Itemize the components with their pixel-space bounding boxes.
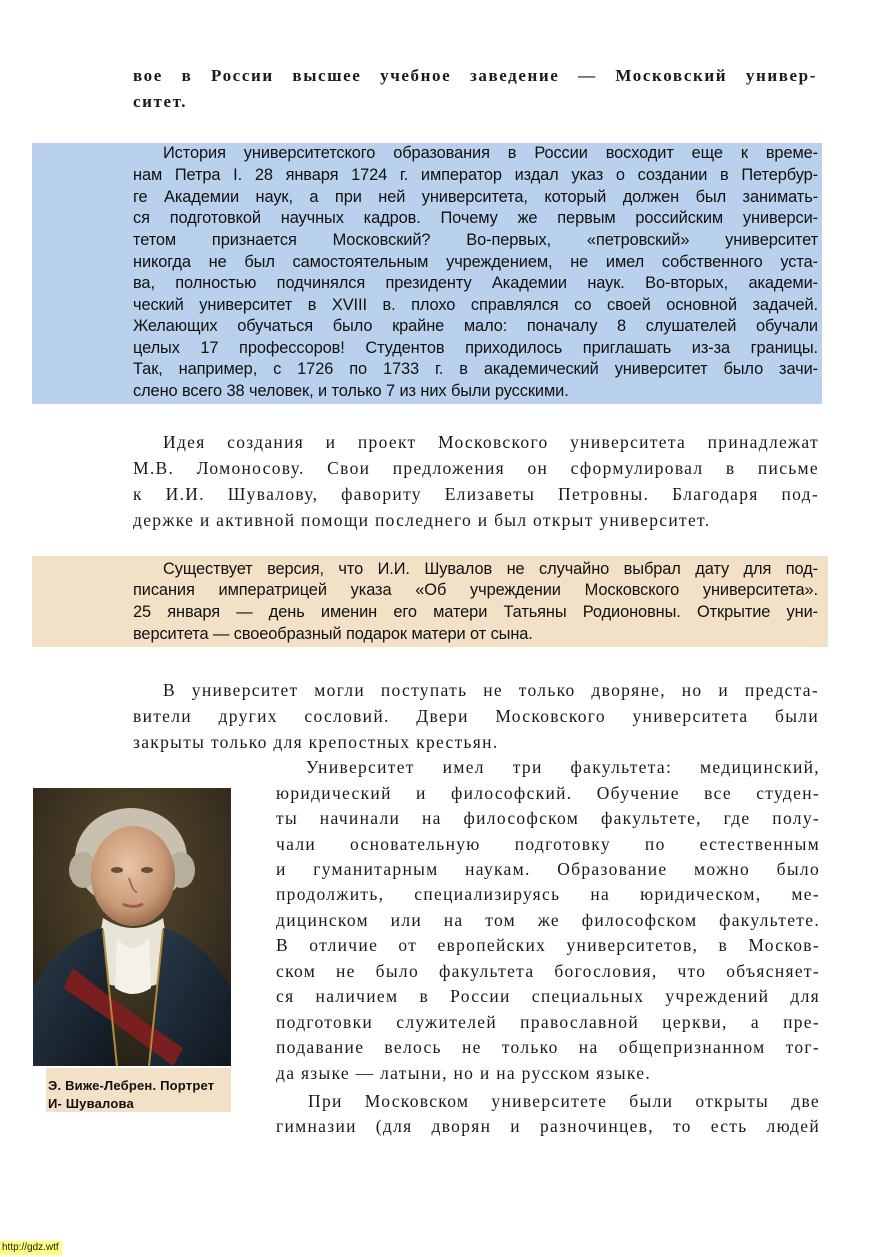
paragraph-line: ты начинали на философском факультете, где полу- [276, 808, 820, 828]
box-line: ся подготовкой научных кадров. Почему же первым российским универси- [133, 209, 818, 227]
intro-line: ситет. [133, 92, 188, 111]
box-line: верситета — своеобразный подарок матери от сына. [133, 625, 533, 643]
box-line: тетом признается Московский? Во-первых, «петровский» университет [133, 231, 818, 249]
box-line: Так, например, с 1726 по 1733 г. в академический университет было зачи- [133, 360, 818, 378]
box-line: целых 17 профессоров! Студентов приходилось приглашать из-за границы. [133, 339, 818, 357]
paragraph-line: закрыты только для крепостных крестьян. [133, 732, 499, 752]
box-line: писания императрицей указа «Об учреждении Московского университета». [133, 581, 818, 599]
paragraph-line: Идея создания и проект Московского университета принадлежат [163, 432, 819, 452]
paragraph-line: дицинском или на том же философском факультете. [276, 910, 820, 930]
paragraph-line: да языке — латыни, но и на русском языке. [276, 1063, 652, 1083]
shuvalov-portrait-image [33, 788, 231, 1066]
paragraph-line: гимназии (для дворян и разночинцев, то есть людей [276, 1116, 820, 1136]
paragraph-line: М.В. Ломоносову. Свои предложения он сформулировал в письме [133, 458, 819, 478]
box-line: История университетского образования в России восходит еще к времe- [163, 144, 818, 162]
caption-line: И- Шувалова [48, 1096, 134, 1111]
box-line: ге Академии наук, а при ней университета, который должен был занимать- [133, 188, 818, 206]
paragraph-line: подавание велось не только на общепризнанном тог- [276, 1037, 820, 1057]
source-link[interactable]: http://gdz.wtf [0, 1241, 62, 1255]
box-line: нам Петра I. 28 января 1724 г. император издал указ о создании в Петербур- [133, 166, 818, 184]
paragraph-line: к И.И. Шувалову, фавориту Елизаветы Петровны. Благодаря под- [133, 484, 819, 504]
paragraph-line: В университет могли поступать не только дворяне, но и предста- [163, 680, 819, 700]
box-line: Желающих обучаться было крайне мало: поначалу 8 слушателей обучали [133, 317, 818, 335]
paragraph-line: ся наличием в России специальных учреждений для [276, 986, 820, 1006]
paragraph-line: ском не было факультета богословия, что объясняет- [276, 961, 820, 981]
paragraph-line: чали основательную подготовку по естественным [276, 834, 820, 854]
box-line: Существует версия, что И.И. Шувалов не случайно выбрал дату для под- [163, 560, 818, 578]
portrait-painting [33, 788, 231, 1066]
box-line: ческий университет в XVIII в. плохо справлялся со своей основной задачей. [133, 296, 818, 314]
paragraph-line: юридический и философский. Обучение все студен- [276, 783, 820, 803]
caption-line: Э. Виже-Лебрен. Портрет [48, 1078, 215, 1093]
paragraph-line: подготовки служителей православной церкви, а пре- [276, 1012, 820, 1032]
paragraph-line: вители других сословий. Двери Московского университета были [133, 706, 819, 726]
intro-line: вое в России высшее учебное заведение — Московский универ- [133, 66, 817, 85]
paragraph-line: Университет имел три факультета: медицинский, [306, 757, 820, 777]
box-line: слено всего 38 человек, и только 7 из них были русскими. [133, 382, 569, 400]
paragraph-line: продолжить, специализируясь на юридическом, ме- [276, 884, 820, 904]
portrait-caption [46, 1068, 231, 1112]
paragraph-line: и гуманитарным наукам. Образование можно было [276, 859, 820, 879]
paragraph-line: держке и активной помощи последнего и был открыт университет. [133, 510, 711, 530]
box-line: 25 января — день именин его матери Татьяны Родионовны. Открытие уни- [133, 603, 818, 621]
paragraph-line: В отличие от европейских университетов, в Москов- [276, 935, 820, 955]
box-line: ва, полностью подчинялся президенту Академии наук. Во-вторых, академи- [133, 274, 818, 292]
paragraph-line: При Московском университете были открыты две [308, 1091, 820, 1111]
box-line: никогда не был самостоятельным учреждением, не имел собственного уста- [133, 253, 818, 271]
